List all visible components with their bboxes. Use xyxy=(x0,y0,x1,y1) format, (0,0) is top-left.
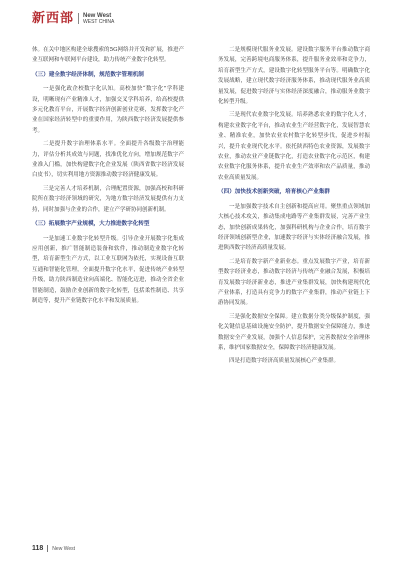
logo-en-subtitle: WEST CHINA xyxy=(83,19,115,25)
page-number: 118 xyxy=(32,545,44,552)
paragraph: 一是强化政企校数字化认知。高校加快“数字化”学科建设，明晰现有产业精准人才，加强交叉学科培养，给高校提供多元化教育平台，开展数字经济创新创业竞赛，发挥数字化产业在国家经济转型中的重要作用，为陕西数字经济发展提供参考。 xyxy=(32,86,184,134)
paragraph: 二是提升数字治理体系水平。全面提升各级数字治理能力，评估分析其成效与问题，找准优化方向，增加规范数字产业准入门槛，加快构建数字化企业发展（陕西省数字经济发展白皮书），切实利用地方资源推动数字经济健康发展。 xyxy=(32,141,184,179)
logo-divider xyxy=(78,13,79,24)
paragraph: 三是强化数据安全保障。建立数据分类分级保护制度，强化关键信息基础设施安全防护，提升数据安全保障能力，推进数据安全产业发展，加强个人信息保护，完善数据安全治理体系，维护国家数据安全，保障数字经济健康发展。 xyxy=(218,313,370,351)
logo-en-title: New West xyxy=(83,13,112,19)
paragraph: 体。在关中地区构建全球搜索的5G网络并开发和扩展，推进产业互联网和车联网平台建设，助力传统产业数字化转型。 xyxy=(32,47,184,64)
magazine-logo: 新西部 xyxy=(32,11,75,26)
page-footer xyxy=(32,545,75,552)
paragraph: 二是规模现代服务业发展。建设数字服务平台推动数字商务发展，完善跨境电商服务体系，提升服务业效率和竞争力，培育新型生产方式，建设数字化转型服务平台等。明确数字化发展战略，建立现代数字经济服务体系，推动现代服务业高质量发展，促进数字经济与实体经济深度融合，推动服务业数字化转型升级。 xyxy=(218,47,370,106)
left-column xyxy=(32,45,184,309)
footer-magazine-name: New West xyxy=(52,545,75,552)
section-heading: （三）拓展数字产业规模，大力推进数字化转型 xyxy=(32,221,150,228)
section-heading: （三）建全数字经济体制，规范数字管理机制 xyxy=(32,71,144,78)
magazine-logo-english xyxy=(83,13,114,25)
page-header xyxy=(32,12,114,25)
paragraph: 四是打造数字经济高质量发展核心产业集群。 xyxy=(229,358,340,365)
paragraph: 二是培育数字新产业新业态。重点发展数字产业，培育新型数字经济业态，推动数字经济与传统产业融合发展，积极培育发展数字经济新业态，推进产业集群发展，加快构建现代化产业体系，打造具有竞争力的数字产业集群，推动产业链上下游协同发展。 xyxy=(218,258,370,307)
paragraph: 三是现代农业数字化发展。培养熟悉农业的数字化人才，构建农业数字化平台，推动农业生产经营数字化，发展智慧农业、精准农业，加快农业农村数字化转型步伐，促进乡村振兴，提升农业现代化水平。依托陕西特色农业资源，发展数字农业，推动农业产业链数字化，打造农业数字化示范区，构建农业数字化服务体系，提升农业生产效率和农产品质量，推动农业高质量发展。 xyxy=(218,112,370,181)
section-heading: （四）加快技术创新突破，培育核心产业集群 xyxy=(218,189,330,196)
footer-divider xyxy=(47,545,48,552)
right-column xyxy=(218,45,370,370)
paragraph: 一是加速工业数字化转型升级。引导企业开展数字化集成应用创新，推广智能制造装备和软件，推动制造业数字化转型，培育新型生产方式，以工业互联网为依托，实现设备互联互通和智能化管理，全面提升数字化水平，促进传统产业转型升级，助力陕西制造业向高端化、智能化迈进，推动全省企业智能制造，鼓励企业创新的数字化转型，包括柔性制造、共享制造等，提升产业链数字化水平和发展质量。 xyxy=(32,235,184,304)
paragraph: 一是加强数字技术自主创新和提高应用。聚焦重点领域加大核心技术攻关，推动集成电路等产业集群发展，完善产业生态，加快创新成果转化，加强科研机构与企业合作，培育数字经济领域创新型企业，加速数字经济与实体经济融合发展，推进陕西数字经济高质量发展。 xyxy=(218,203,370,252)
paragraph: 三是完善人才培养机制，合理配置资源，加强高校和科研院所在数字经济领域的研究，为地方数字经济发展提供有力支持，同时加强与企业的合作，建立产学研协同创新机制。 xyxy=(32,185,184,213)
